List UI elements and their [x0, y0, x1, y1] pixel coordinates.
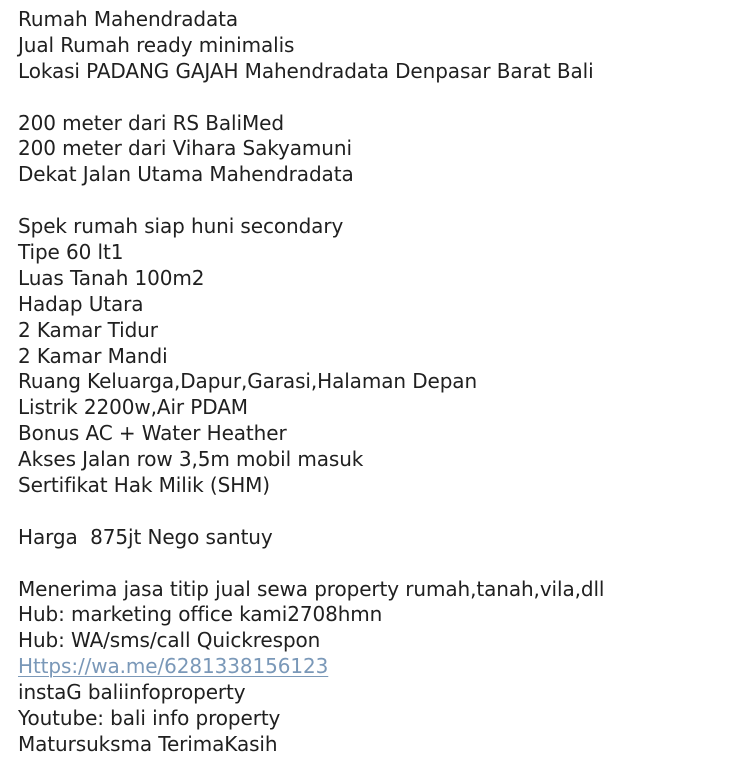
listing-title: Rumah Mahendradata: [18, 7, 239, 31]
blank-line: [18, 188, 740, 214]
spec-item: 2 Kamar Mandi: [18, 343, 168, 368]
blank-line: [18, 551, 740, 577]
contact-block: [18, 577, 740, 758]
intro-block: [18, 7, 740, 85]
spec-item: Sertifikat Hak Milik (SHM): [18, 473, 270, 498]
spec-item: Tipe 60 lt1: [18, 240, 124, 265]
spec-item: Listrik 2200w,Air PDAM: [18, 395, 248, 420]
spec-heading: Spek rumah siap huni secondary: [18, 214, 344, 239]
specs-block: [18, 214, 740, 499]
listing-post: [18, 7, 740, 758]
hub-wa-text: Hub: WA/sms/call Quickrespon: [18, 628, 321, 653]
blank-line: [18, 499, 740, 525]
hub-office-text: Hub: marketing office kami2708hmn: [18, 602, 383, 627]
location-note: 200 meter dari Vihara Sakyamuni: [18, 136, 352, 161]
whatsapp-link[interactable]: Https://wa.me/6281338156123: [18, 654, 329, 679]
spec-item: Ruang Keluarga,Dapur,Garasi,Halaman Depan: [18, 369, 478, 394]
spec-item: Akses Jalan row 3,5m mobil masuk: [18, 447, 364, 472]
listing-location: Lokasi PADANG GAJAH Mahendradata Denpasar Barat Bali: [18, 58, 594, 83]
location-notes-block: [18, 111, 740, 189]
closing-text: Matursuksma TerimaKasih: [18, 731, 278, 756]
location-note: Dekat Jalan Utama Mahendradata: [18, 162, 354, 187]
spec-item: Bonus AC + Water Heather: [18, 421, 287, 446]
blank-line: [18, 85, 740, 111]
spec-item: Hadap Utara: [18, 291, 144, 316]
services-text: Menerima jasa titip jual sewa property rumah,tanah,vila,dll: [18, 576, 605, 601]
instagram-text: instaG baliinfoproperty: [18, 680, 246, 705]
youtube-text: Youtube: bali info property: [18, 706, 281, 731]
listing-subtitle: Jual Rumah ready minimalis: [18, 32, 295, 57]
spec-item: Luas Tanah 100m2: [18, 265, 205, 290]
price-text: Harga 875jt Nego santuy: [18, 524, 273, 549]
location-note: 200 meter dari RS BaliMed: [18, 110, 284, 135]
spec-item: 2 Kamar Tidur: [18, 317, 158, 342]
wa-link-row: [18, 654, 740, 680]
